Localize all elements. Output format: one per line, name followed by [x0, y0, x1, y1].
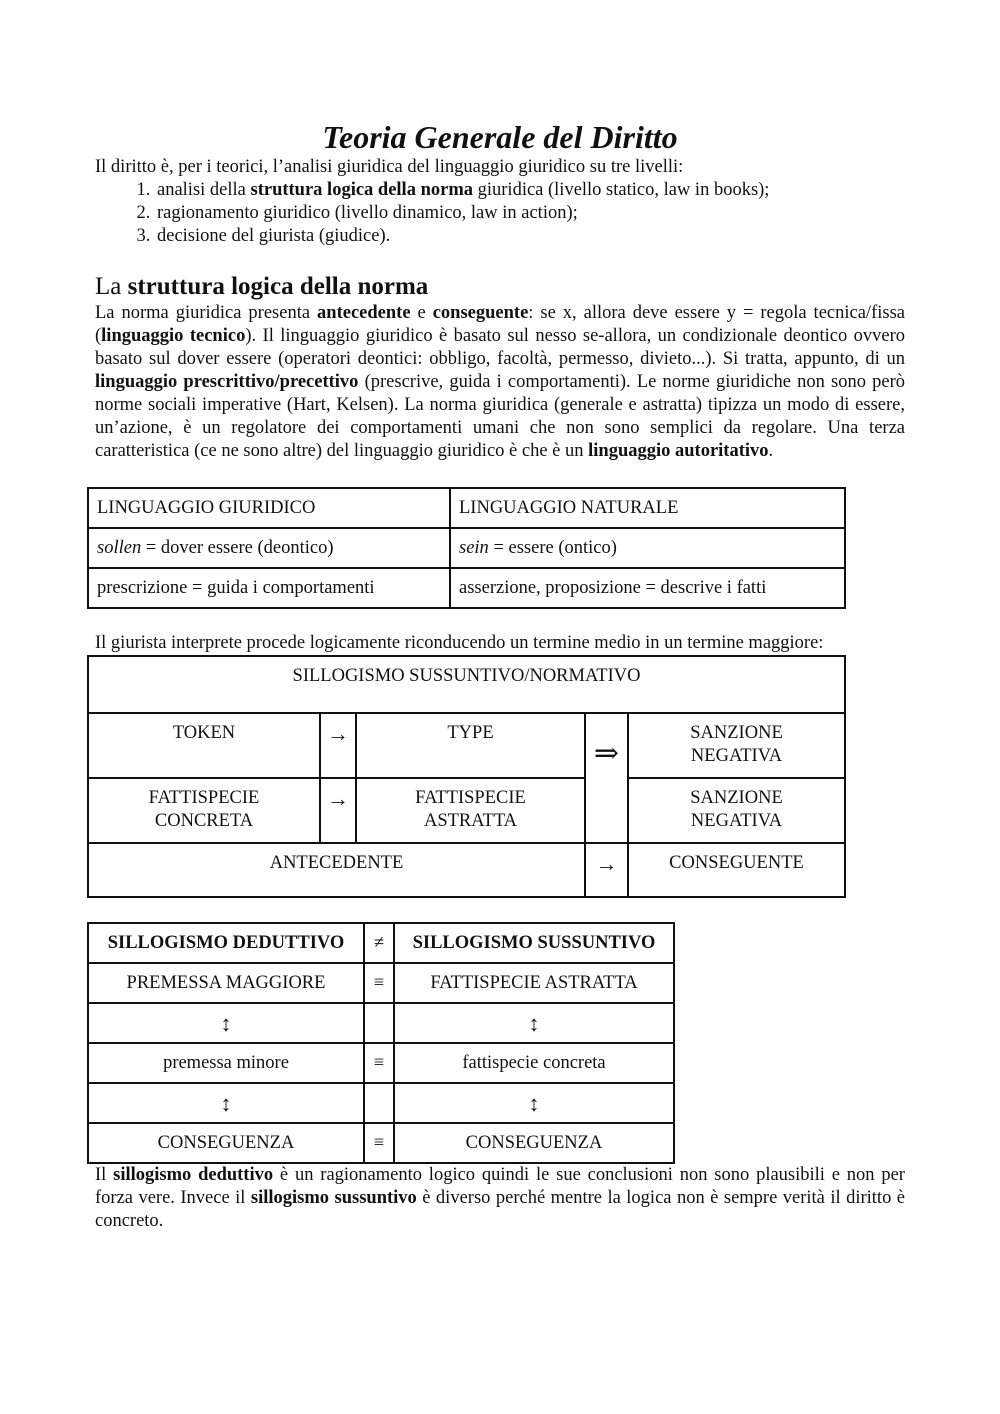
- table-cell: [88, 778, 320, 843]
- section-heading: [95, 272, 905, 302]
- table-row: [88, 488, 845, 528]
- table-cell: fattispecie concreta: [394, 1043, 674, 1083]
- table-cell: TYPE: [356, 713, 585, 778]
- paragraph-text: è diverso perché mentre la logica non è sempre verità il diritto è concreto.: [95, 1188, 905, 1231]
- section-heading-bold: struttura logica della norma: [127, 273, 429, 300]
- paragraph-text: ). Il linguaggio giuridico è basato sul nesso se-allora, un condizionale deontico ovvero basato sul dover essere (operatori deontici: obbligo, facoltà, permesso, divieto...). Si tratta, appunto, di un: [95, 326, 905, 369]
- table-cell: CONSEGUENTE: [628, 843, 845, 897]
- table-row: [88, 1083, 674, 1123]
- table-cell: CONSEGUENZA: [88, 1123, 364, 1163]
- table-row: [88, 656, 845, 713]
- table-row: [88, 963, 674, 1003]
- list-item-text: analisi della: [157, 180, 251, 200]
- list-item: [155, 225, 905, 248]
- table-row: [88, 1123, 674, 1163]
- table-row: [88, 1043, 674, 1083]
- paragraph-bold: conseguente: [432, 303, 529, 323]
- conclusion-paragraph: [95, 1164, 905, 1233]
- updown-arrow-cell: ↕: [394, 1083, 674, 1123]
- subsumptive-syllogism-table: [87, 655, 846, 898]
- paragraph-text: .: [768, 441, 774, 461]
- table-cell: LINGUAGGIO GIURIDICO: [88, 488, 450, 528]
- paragraph-bold: linguaggio prescrittivo/precettivo: [95, 372, 359, 392]
- list-item-text: ragionamento giuridico (livello dinamico, law in action);: [157, 203, 578, 223]
- table-row: [88, 713, 845, 778]
- paragraph-bold: antecedente: [317, 303, 411, 323]
- table-header-cell: SILLOGISMO DEDUTTIVO: [88, 923, 364, 963]
- empty-cell: [364, 1003, 394, 1043]
- implies-arrow-cell: ⇒: [585, 713, 628, 843]
- list-item-bold: struttura logica della norma: [250, 180, 473, 200]
- cell-text: SANZIONE NEGATIVA: [690, 723, 783, 766]
- table-cell: CONSEGUENZA: [394, 1123, 674, 1163]
- paragraph-text: (prescrive, guida i comportamenti). Le norme giuridiche non sono però norme sociali imperative (Hart, Kelsen). La norma giuridica (generale e astratta) tipizza un modo di essere, un’azione, è un regolatore dei comportamenti umani che non sono semplici da regolare. Una terza caratteristica (ce ne sono altre) del linguaggio giuridico è che è un: [95, 372, 906, 461]
- document-page: [95, 118, 905, 1233]
- table-cell: asserzione, proposizione = descrive i fatti: [450, 568, 845, 608]
- table-cell: [628, 713, 845, 778]
- table-title-cell: SILLOGISMO SUSSUNTIVO/NORMATIVO: [88, 656, 845, 713]
- levels-list: [95, 179, 905, 248]
- table-row: [88, 568, 845, 608]
- table-cell: prescrizione = guida i comportamenti: [88, 568, 450, 608]
- paragraph-bold: sillogismo sussuntivo: [250, 1188, 417, 1208]
- table-row: [88, 923, 674, 963]
- document-title: Teoria Generale del Diritto: [322, 119, 678, 155]
- empty-cell: [364, 1083, 394, 1123]
- equiv-cell: ≡: [364, 1123, 394, 1163]
- table-cell: [88, 528, 450, 568]
- equiv-cell: ≡: [364, 963, 394, 1003]
- table-cell: PREMESSA MAGGIORE: [88, 963, 364, 1003]
- paragraph-text: Il: [95, 1165, 114, 1185]
- table-cell: [450, 528, 845, 568]
- paragraph-text: : se x, allora deve essere y = regola tecnica/fissa (: [95, 303, 905, 346]
- list-item: [155, 202, 905, 225]
- table-cell: [356, 778, 585, 843]
- paragraph-bold: linguaggio tecnico: [101, 326, 246, 346]
- updown-arrow-cell: ↕: [88, 1003, 364, 1043]
- table-row: [88, 1003, 674, 1043]
- updown-arrow-cell: ↕: [88, 1083, 364, 1123]
- cell-text: = essere (ontico): [488, 537, 617, 558]
- table-header-cell: SILLOGISMO SUSSUNTIVO: [394, 923, 674, 963]
- table-cell: TOKEN: [88, 713, 320, 778]
- cell-text: FATTISPECIE ASTRATTA: [415, 788, 526, 831]
- table-row: [88, 843, 845, 897]
- paragraph-bold: sillogismo deduttivo: [113, 1165, 274, 1185]
- list-item: [155, 179, 905, 202]
- arrow-cell: →: [320, 778, 356, 843]
- table-cell: premessa minore: [88, 1043, 364, 1083]
- cell-text: = dover essere (deontico): [141, 537, 334, 558]
- cell-text: SANZIONE NEGATIVA: [690, 788, 783, 831]
- table-cell: ANTECEDENTE: [88, 843, 585, 897]
- updown-arrow-cell: ↕: [394, 1003, 674, 1043]
- section-heading-text: La: [95, 273, 128, 300]
- paragraph-bold: linguaggio autoritativo: [588, 441, 769, 461]
- table-cell: LINGUAGGIO NATURALE: [450, 488, 845, 528]
- equiv-cell: ≡: [364, 1043, 394, 1083]
- not-equal-cell: ≠: [364, 923, 394, 963]
- list-item-text: giuridica (livello statico, law in books);: [473, 180, 770, 200]
- italic-term: sein: [459, 537, 489, 558]
- table-row: [88, 778, 845, 843]
- italic-term: sollen: [97, 537, 142, 558]
- language-comparison-table: [87, 487, 846, 609]
- table-cell: [628, 778, 845, 843]
- syllogism-comparison-table: [87, 922, 675, 1164]
- cell-text: FATTISPECIE CONCRETA: [148, 788, 260, 831]
- paragraph-text: La norma giuridica presenta: [95, 303, 318, 323]
- list-item-text: decisione del giurista (giudice).: [157, 226, 391, 246]
- intro-paragraph: Il diritto è, per i teorici, l’analisi giuridica del linguaggio giuridico su tre livelli:: [95, 157, 684, 177]
- arrow-cell: →: [320, 713, 356, 778]
- paragraph-text: e: [410, 303, 433, 323]
- table-row: [88, 528, 845, 568]
- table-cell: FATTISPECIE ASTRATTA: [394, 963, 674, 1003]
- norm-paragraph: [95, 302, 905, 463]
- paragraph-text: è un ragionamento logico quindi le sue conclusioni non sono plausibili e non per forza vere. Invece il: [95, 1165, 905, 1208]
- arrow-cell: →: [585, 843, 628, 897]
- syllogism-intro: Il giurista interprete procede logicamente riconducendo un termine medio in un termine maggiore:: [95, 633, 824, 653]
